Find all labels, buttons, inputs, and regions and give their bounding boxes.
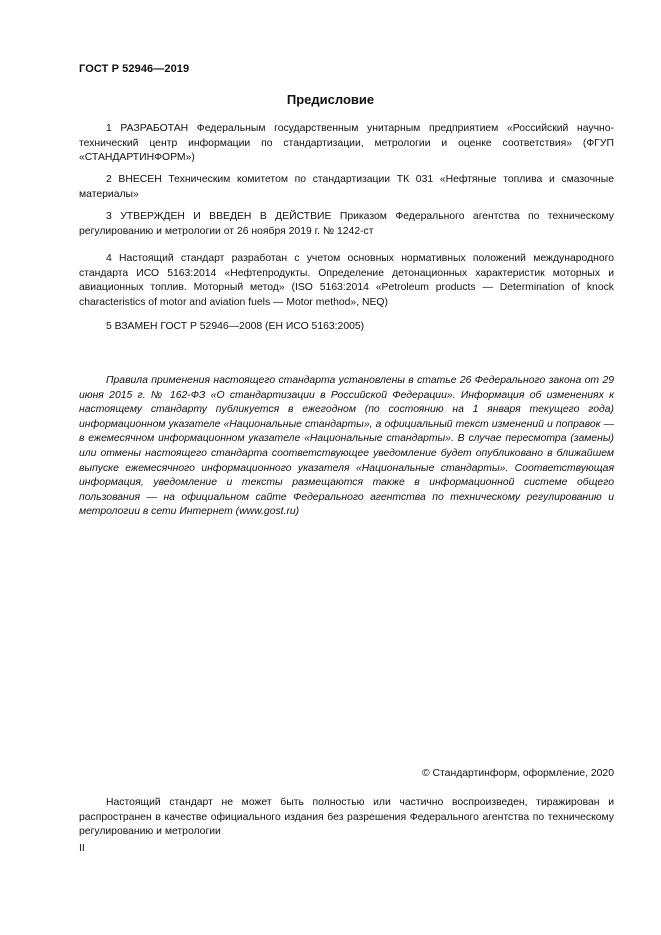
reproduction-notice: Настоящий стандарт не может быть полностью или частично воспроизведен, тиражирован и распространен в качестве официального издания без разрешения Федерального агентства по техническому регулированию и метрологии (79, 797, 614, 837)
copyright-line: © Стандартинформ, оформление, 2020 (421, 768, 614, 779)
document-code: ГОСТ Р 52946—2019 (79, 63, 190, 75)
foreword-item-3: 3 УТВЕРЖДЕН И ВВЕДЕН В ДЕЙСТВИЕ Приказом Федерального агентства по техническому регулированию и метрологии от 26 ноября 2019 г. № 1242-ст (79, 211, 614, 237)
application-rules-note: Правила применения настоящего стандарта установлены в статье 26 Федерального закона от 29 июня 2015 г. № 162-ФЗ «О стандартизации в Российской Федерации». Информация об изменениях к настоящему стандарту публикуется в ежегодном (по состоянию на 1 января текущего года) информационном указателе «Национальные стандарты», а официальный текст изменений и поправок — в ежемесячном информационном указателе «Национальные стандарты». В случае пересмотра (замены) или отмены настоящего стандарта соответствующее уведомление будет опубликовано в ближайшем выпуске ежемесячного информационного указателя «Национальные стандарты». Соответствующая информация, уведомление и тексты размещаются также в информационной системе общего пользования — на официальном сайте Федерального агентства по техническому регулированию и метрологии в сети Интернет (www.gost.ru) (79, 375, 614, 518)
page-number: II (79, 843, 85, 854)
foreword-item-5: 5 ВЗАМЕН ГОСТ Р 52946—2008 (ЕН ИСО 5163:2005) (106, 321, 365, 332)
foreword-item-1: 1 РАЗРАБОТАН Федеральным государственным унитарным предприятием «Российский научно-технический центр информации по стандартизации, метрологии и оценке соответствия» (ФГУП «СТАНДАРТИНФОРМ») (79, 123, 614, 163)
foreword-item-2: 2 ВНЕСЕН Техническим комитетом по стандартизации ТК 031 «Нефтяные топлива и смазочные материалы» (79, 174, 614, 200)
page-title: Предисловие (286, 92, 375, 107)
foreword-item-4: 4 Настоящий стандарт разработан с учетом основных нормативных положений международного стандарта ИСО 5163:2014 «Нефтепродукты. Определение детонационных характеристик моторных и авиационных топлив. Моторный метод» (ISO 5163:2014 «Petroleum products — Determination of knock characteristics of motor and aviation fuels — Motor method», NEQ) (79, 253, 614, 308)
